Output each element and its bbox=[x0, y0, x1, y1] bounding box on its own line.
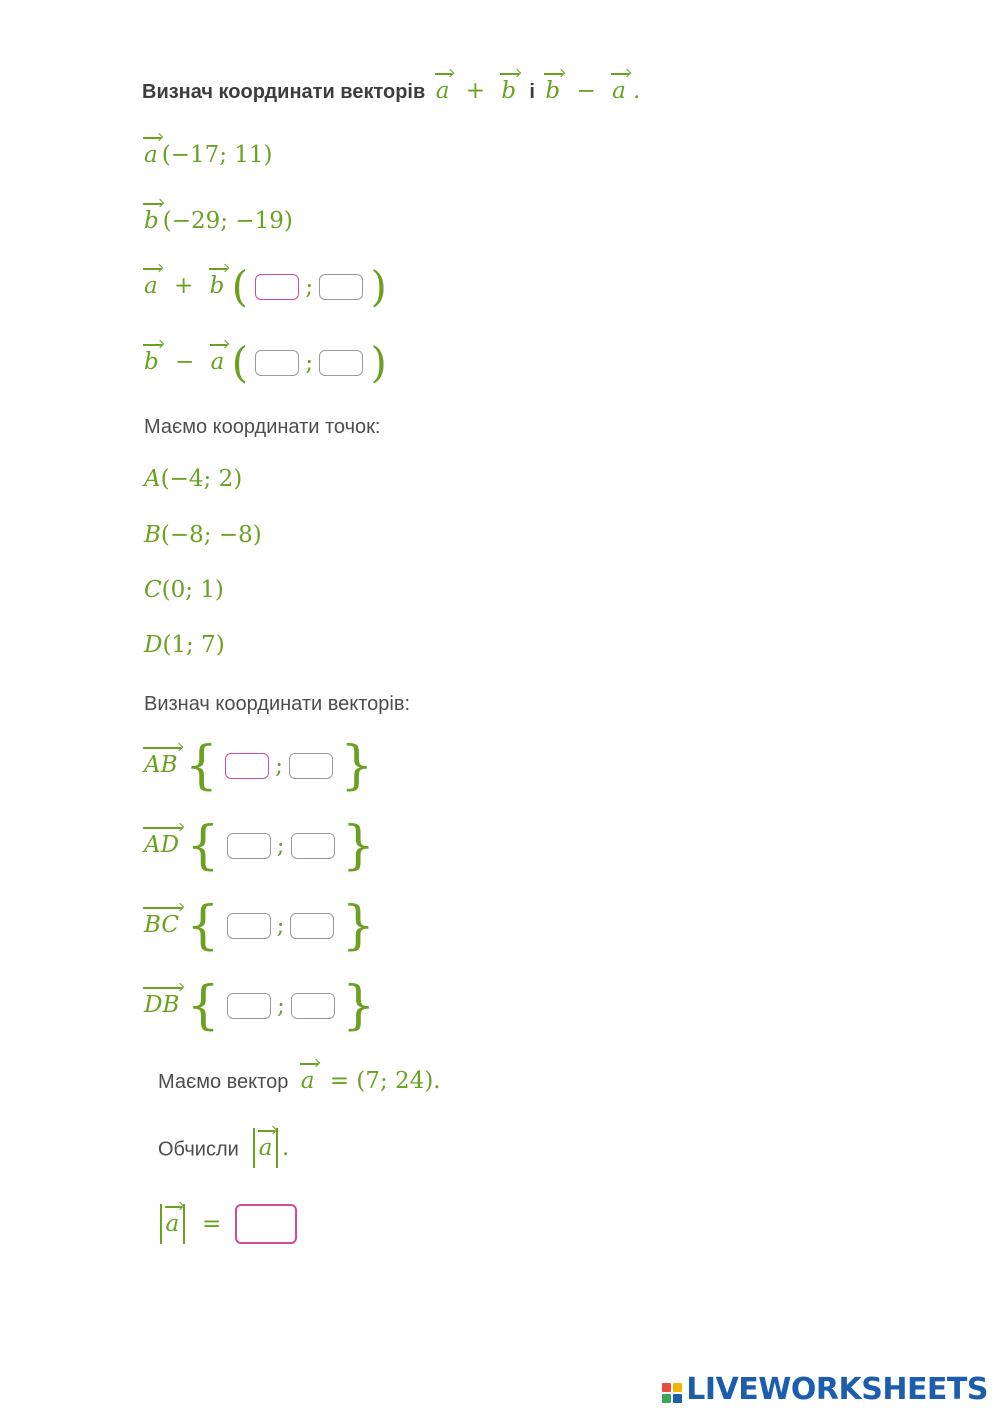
open-brace: { bbox=[184, 736, 218, 796]
separator: ; bbox=[305, 350, 314, 376]
vector-a-symbol: a bbox=[612, 78, 626, 104]
db-y-input[interactable] bbox=[291, 993, 335, 1019]
ab-y-input[interactable] bbox=[289, 753, 333, 779]
db-x-input[interactable] bbox=[227, 993, 271, 1019]
separator: ; bbox=[277, 993, 285, 1019]
point-coords: (1; 7) bbox=[162, 632, 225, 658]
bc-y-input[interactable] bbox=[290, 913, 334, 939]
vector-b-symbol: b bbox=[144, 208, 159, 234]
vector-a-coords: (−17; 11) bbox=[161, 142, 273, 168]
logo-text: LIVEWORKSHEETS bbox=[686, 1372, 988, 1407]
vector-a-symbol: a bbox=[144, 273, 158, 299]
point-a bbox=[144, 466, 242, 492]
point-coords: (−4; 2) bbox=[160, 466, 243, 492]
vector-db-symbol: DB bbox=[144, 992, 180, 1018]
close-paren: ) bbox=[370, 262, 387, 311]
close-brace: } bbox=[341, 896, 375, 956]
open-brace: { bbox=[186, 816, 220, 876]
point-coords: (−8; −8) bbox=[160, 522, 262, 548]
abs-bar-right bbox=[276, 1128, 278, 1168]
close-brace: } bbox=[341, 816, 375, 876]
point-name: B bbox=[144, 522, 161, 548]
close-brace: } bbox=[340, 736, 374, 796]
difference-row bbox=[144, 338, 387, 387]
vector-a-symbol: a bbox=[144, 142, 158, 168]
liveworksheets-logo bbox=[662, 1372, 988, 1407]
open-brace: { bbox=[186, 896, 220, 956]
separator: ; bbox=[276, 833, 285, 859]
given-vector-value: = (7; 24). bbox=[329, 1068, 441, 1094]
vector-a-symbol: a bbox=[300, 1068, 315, 1094]
close-paren: ) bbox=[370, 338, 387, 387]
point-b bbox=[144, 522, 262, 548]
vectors-instruction: Визнач координати векторів: bbox=[144, 693, 411, 715]
bc-x-input[interactable] bbox=[227, 913, 271, 939]
period: . bbox=[281, 1135, 290, 1161]
ab-x-input[interactable] bbox=[225, 753, 269, 779]
compute-label: Обчисли bbox=[158, 1138, 239, 1161]
task1-instruction: Визнач координати векторів bbox=[142, 81, 426, 103]
vector-b-given bbox=[144, 208, 293, 234]
vector-a-symbol: a bbox=[165, 1211, 180, 1237]
vector-b-coords: (−29; −19) bbox=[162, 208, 293, 234]
magnitude-input[interactable] bbox=[235, 1204, 297, 1244]
close-brace: } bbox=[342, 976, 376, 1036]
plus-sign: + bbox=[174, 273, 194, 299]
vector-db-row bbox=[144, 976, 376, 1036]
vector-a-symbol: a bbox=[210, 349, 225, 375]
open-paren: ( bbox=[231, 338, 249, 387]
minus-sign: − bbox=[175, 349, 195, 375]
sum-x-input[interactable] bbox=[255, 274, 299, 300]
vector-b-symbol: b bbox=[545, 78, 561, 104]
given-vector-line bbox=[158, 1068, 441, 1094]
and-word: і bbox=[529, 81, 535, 103]
point-d bbox=[144, 632, 225, 658]
point-name: D bbox=[144, 632, 163, 658]
abs-bar-right bbox=[183, 1204, 185, 1244]
given-prefix: Маємо вектор bbox=[158, 1071, 289, 1093]
vector-a-symbol: a bbox=[435, 78, 450, 104]
separator: ; bbox=[275, 753, 283, 779]
diff-y-input[interactable] bbox=[319, 350, 363, 376]
period: . bbox=[633, 78, 641, 104]
equals-sign: = bbox=[202, 1211, 222, 1237]
vector-a-given bbox=[144, 142, 273, 168]
plus-sign: + bbox=[465, 78, 486, 104]
vector-b-symbol: b bbox=[144, 349, 159, 375]
abs-bar-left bbox=[253, 1128, 255, 1168]
magnitude-answer-row bbox=[156, 1204, 297, 1244]
vector-a-symbol: a bbox=[258, 1135, 273, 1161]
vector-bc-symbol: BC bbox=[144, 912, 179, 938]
minus-sign: − bbox=[576, 78, 596, 104]
logo-icon bbox=[662, 1383, 682, 1403]
point-coords: (0; 1) bbox=[161, 577, 224, 603]
sum-y-input[interactable] bbox=[319, 274, 363, 300]
vector-ad-symbol: AD bbox=[144, 832, 180, 858]
abs-bar-left bbox=[160, 1204, 162, 1244]
ad-y-input[interactable] bbox=[291, 833, 335, 859]
vector-ab-row bbox=[144, 736, 374, 796]
vector-ab-symbol: AB bbox=[144, 752, 178, 778]
point-name: A bbox=[144, 466, 161, 492]
points-intro: Маємо координати точок: bbox=[144, 416, 381, 438]
vector-bc-row bbox=[144, 896, 375, 956]
separator: ; bbox=[276, 913, 285, 939]
ad-x-input[interactable] bbox=[227, 833, 271, 859]
sum-row bbox=[144, 262, 387, 311]
vector-b-symbol: b bbox=[209, 273, 225, 299]
compute-line bbox=[158, 1128, 289, 1168]
open-brace: { bbox=[186, 976, 220, 1036]
vector-b-symbol: b bbox=[501, 78, 517, 104]
diff-x-input[interactable] bbox=[255, 350, 299, 376]
separator: ; bbox=[305, 274, 314, 300]
task1-heading bbox=[142, 78, 640, 104]
point-name: C bbox=[144, 577, 162, 603]
point-c bbox=[144, 577, 224, 603]
open-paren: ( bbox=[231, 262, 249, 311]
vector-ad-row bbox=[144, 816, 375, 876]
